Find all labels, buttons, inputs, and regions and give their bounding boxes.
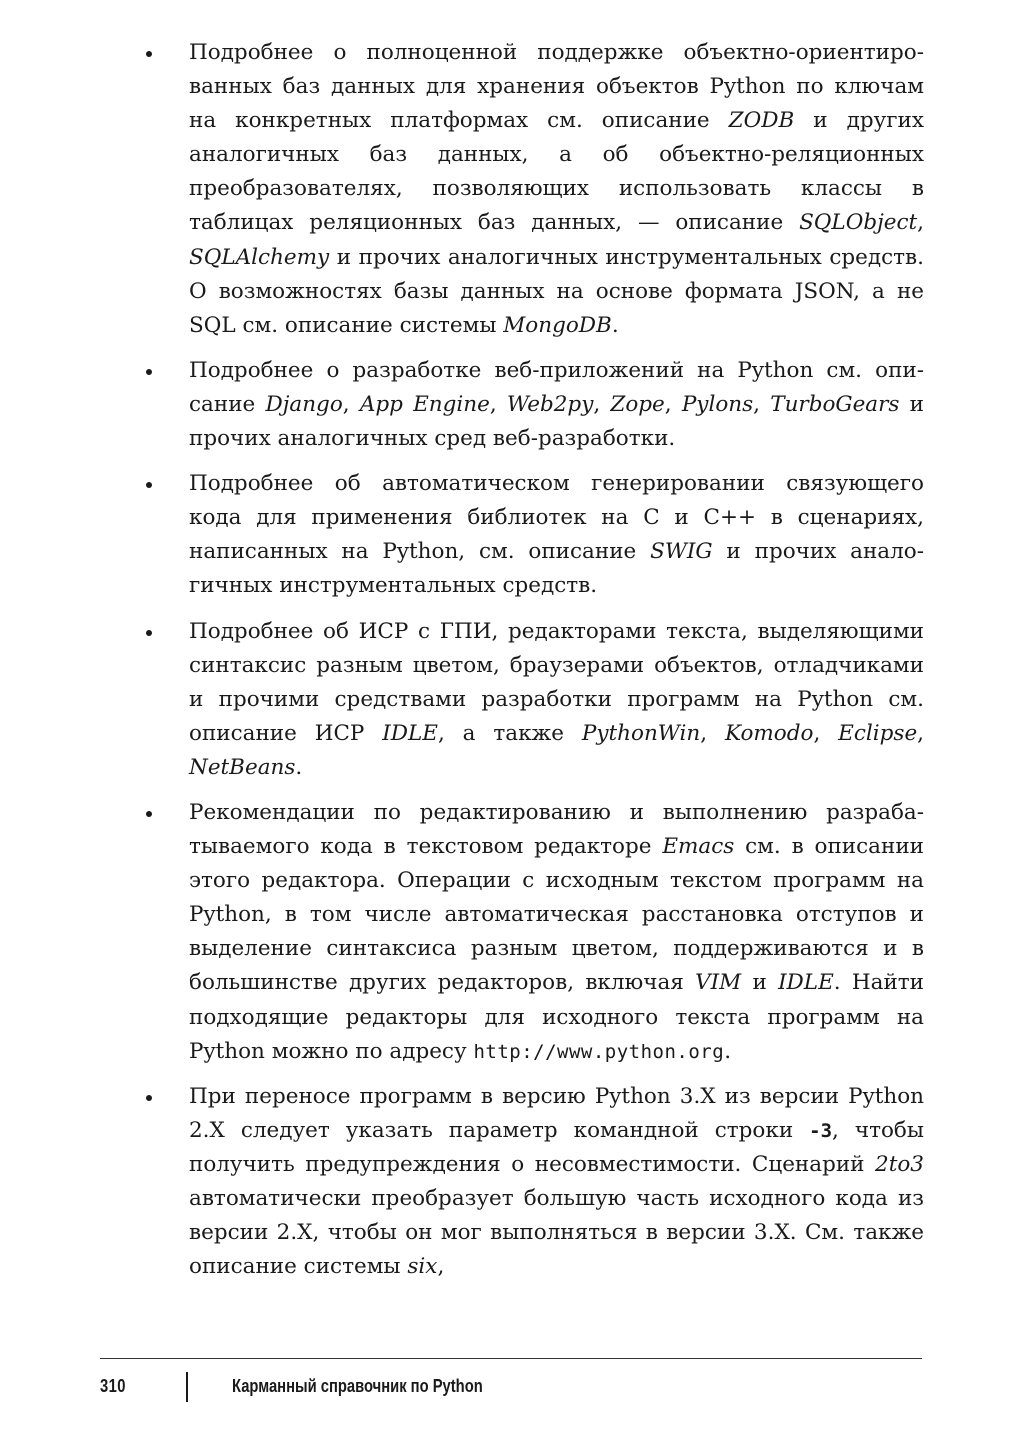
text-run: , [342, 391, 360, 417]
bullet-item [132, 354, 924, 456]
text-run: и [741, 970, 779, 996]
bullet-item [132, 36, 924, 343]
text-run: , [753, 391, 771, 417]
bullet-item [132, 1080, 924, 1285]
italic-term: SQLAlchemy [189, 244, 330, 270]
text-run: , [664, 391, 682, 417]
text-run: . Найти подходящие редакторы для исходного текста программ на Python можно по адресу [189, 970, 924, 1064]
bullet-text [189, 1084, 924, 1279]
text-run: , чтобы получить предупреждения о несовместимости. Сценарий [189, 1117, 924, 1177]
running-title: Карманный справочник по Python [232, 1376, 483, 1396]
text-run: Рекомендации по редактированию и выполнению разрабатываемого кода в текстовом редакторе [189, 799, 924, 860]
italic-term: TurboGears [770, 391, 900, 417]
italic-term: Zope [610, 391, 665, 417]
footer-rule [100, 1358, 922, 1359]
bullet-text [189, 471, 924, 598]
text-run: см. в описании этого редактора. Операции с исходным текстом программ на Python, в том числе автоматическая расстановка отступов и выделение синтаксиса разным цветом, поддерживаются и в большинстве других редакторов, включая [189, 834, 924, 996]
text-run: , [813, 720, 839, 746]
text-run: Подробнее об ИСР с ГПИ, редакторами текста, выделяющими синтаксис разным цветом, браузерами объектов, отладчиками и прочими средствами разработки программ на Python см. описание ИСР [189, 618, 924, 746]
text-run: При переносе программ в версию Python 3.X из версии Python 2.X следует указать параметр командной строки [189, 1083, 924, 1143]
command-flag: -3 [809, 1119, 833, 1142]
bullet-dot-icon [146, 51, 152, 57]
italic-term: Eclipse [838, 720, 918, 746]
text-run: , [437, 1254, 445, 1280]
italic-term: SQLObject [799, 210, 918, 236]
page-number: 310 [100, 1376, 126, 1396]
bullet-text [189, 619, 924, 780]
text-run: , [700, 720, 725, 746]
bullet-item [132, 467, 924, 603]
italic-term: 2to3 [875, 1151, 924, 1177]
italic-term: SWIG [650, 539, 713, 565]
bullet-dot-icon [146, 1095, 152, 1101]
text-run: Подробнее о разработке веб-приложений на Python см. описание [189, 357, 924, 417]
url-text: http://www.python.org [473, 1040, 725, 1063]
italic-term: IDLE [778, 970, 834, 996]
italic-term: six [407, 1254, 438, 1280]
text-run: и прочих аналогичных инструментальных средств. О возможностях базы данных на основе формата JSON, а не SQL см. описание системы [189, 244, 924, 338]
italic-term: ZODB [728, 108, 795, 134]
bullet-list [132, 36, 924, 1295]
page-footer [100, 1376, 922, 1406]
italic-term: MongoDB [503, 312, 612, 338]
bullet-dot-icon [146, 369, 152, 375]
italic-term: NetBeans [189, 754, 296, 780]
text-run: и прочих аналогичных сред веб-разработки. [189, 391, 924, 452]
italic-term: Web2py [506, 391, 594, 417]
bullet-text [189, 358, 924, 451]
bullet-dot-icon [146, 811, 152, 817]
bullet-dot-icon [146, 482, 152, 488]
text-run: . [611, 312, 619, 338]
bullet-item [132, 615, 924, 785]
text-run: Подробнее об автоматическом генерировании связующего кода для применения библиотек на C и C++ в сценариях, написанных на Python, см. описание [189, 471, 924, 565]
text-run: , [917, 210, 924, 236]
bullet-item [132, 796, 924, 1069]
italic-term: Emacs [662, 834, 735, 860]
text-run: автоматически преобразует большую часть исходного кода из версии 2.X, чтобы он мог выполняться в версии 3.X. См. также описание системы [189, 1186, 924, 1280]
italic-term: Django [265, 391, 343, 417]
text-run: Подробнее о полноценной поддержке объектно-ориентированных баз данных для хранения объектов Python по ключам на конкретных платформах см. описание [189, 40, 924, 134]
text-run: , [489, 391, 507, 417]
italic-term: VIM [695, 970, 742, 996]
italic-term: IDLE [382, 720, 438, 746]
bullet-dot-icon [146, 630, 152, 636]
italic-term: Pylons [681, 391, 754, 417]
italic-term: App Engine [359, 391, 490, 417]
text-run: , а также [437, 720, 582, 746]
text-run: , [917, 720, 925, 746]
text-run: . [295, 754, 303, 780]
bullet-text [189, 800, 924, 1064]
text-run: . [724, 1038, 732, 1064]
text-run: и других аналогичных баз данных, а об объектно-реляционных преобразователях, позволяющих использовать классы в таблицах реляционных баз данных, — описание [189, 108, 924, 236]
bullet-text [189, 40, 924, 338]
text-run: , [593, 391, 611, 417]
italic-term: PythonWin [581, 720, 701, 746]
footer-divider [186, 1372, 188, 1402]
text-run: и прочих аналогичных инструментальных средств. [189, 539, 924, 599]
italic-term: Komodo [724, 720, 814, 746]
